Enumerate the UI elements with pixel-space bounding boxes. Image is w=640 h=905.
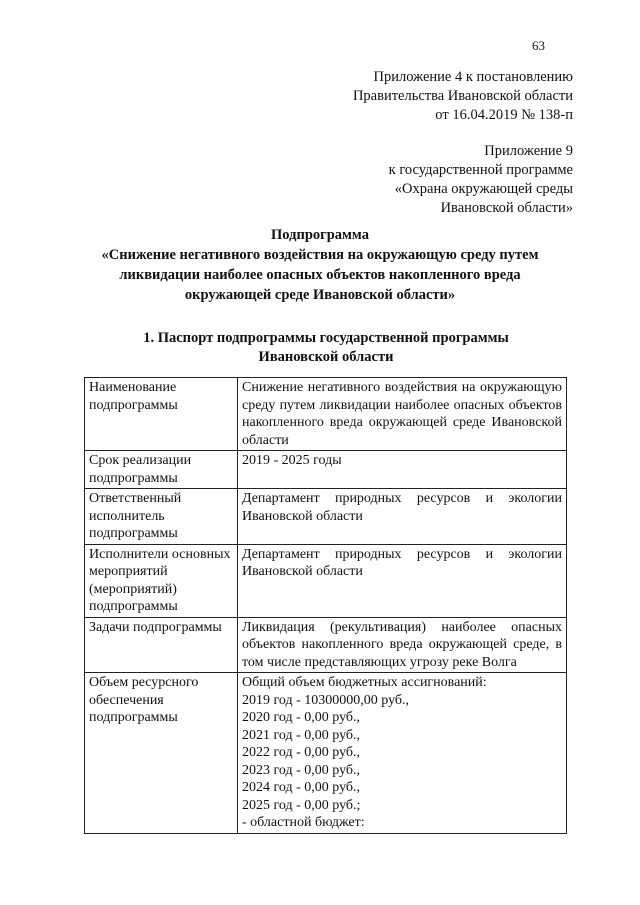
row-label: Исполнители основных мероприятий (мероприятий) подпрограммы (85, 544, 238, 617)
row-value: Департамент природных ресурсов и экологии Ивановской области (238, 489, 567, 545)
appendix-4-reference (353, 68, 573, 125)
passport-table (84, 377, 567, 834)
section-title (60, 329, 592, 367)
table-row (85, 673, 567, 834)
appendix-9-reference (389, 142, 573, 218)
appendix-9-line: Приложение 9 (484, 143, 573, 159)
funding-line: 2023 год - 0,00 руб., (242, 762, 361, 778)
appendix-9-line: к государственной программе (388, 162, 573, 178)
funding-line: - областной бюджет: (242, 815, 365, 830)
subprogram-heading: Подпрограмма (271, 227, 369, 243)
table-row (85, 378, 567, 451)
row-label: Задачи подпрограммы (85, 617, 238, 673)
funding-line: 2025 год - 0,00 руб.; (242, 797, 361, 813)
table-row (85, 451, 567, 489)
row-label: Наименование подпрограммы (85, 378, 238, 451)
appendix-4-line: Правительства Ивановской области (352, 88, 573, 104)
row-label: Объем ресурсного обеспечения подпрограммы (85, 673, 238, 834)
funding-line: Общий объем бюджетных ассигнований: (242, 675, 487, 690)
page-number: 63 (532, 38, 545, 53)
appendix-4-line: от 16.04.2019 № 138-п (435, 107, 573, 123)
row-value: Департамент природных ресурсов и экологии Ивановской области (238, 544, 567, 617)
funding-line: 2021 год - 0,00 руб., (242, 727, 361, 743)
appendix-4-line: Приложение 4 к постановлению (373, 69, 573, 85)
table-row (85, 544, 567, 617)
funding-line: 2024 год - 0,00 руб., (242, 780, 361, 795)
funding-line: 2022 год - 0,00 руб., (242, 745, 361, 760)
row-label: Срок реализации подпрограммы (85, 451, 238, 489)
subprogram-title (60, 225, 580, 305)
appendix-9-line: «Охрана окружающей среды (394, 181, 573, 197)
subprogram-title-line: «Снижение негативного воздействия на окружающую среду путем (101, 247, 539, 263)
row-value: Ликвидация (рекультивация) наиболее опасных объектов накопленного вреда окружающей среде, в том числе представляющих угрозу реке Волга (238, 617, 567, 673)
funding-line: 2019 год - 10300000,00 руб., (242, 692, 410, 708)
appendix-9-line: Ивановской области» (440, 200, 573, 216)
section-title-line: Ивановской области (258, 349, 394, 365)
funding-value (238, 673, 567, 834)
row-label: Ответственный исполнитель подпрограммы (85, 489, 238, 545)
table-row (85, 489, 567, 545)
subprogram-title-line: ликвидации наиболее опасных объектов накопленного вреда (119, 267, 521, 283)
row-value: Снижение негативного воздействия на окружающую среду путем ликвидации наиболее опасных объектов накопленного вреда окружающей среде Ивановской области (238, 378, 567, 451)
funding-line: 2020 год - 0,00 руб., (242, 710, 361, 725)
row-value: 2019 - 2025 годы (238, 451, 567, 489)
subprogram-title-line: окружающей среде Ивановской области» (184, 287, 456, 303)
section-title-line: 1. Паспорт подпрограммы государственной программы (143, 330, 509, 346)
table-row (85, 617, 567, 673)
